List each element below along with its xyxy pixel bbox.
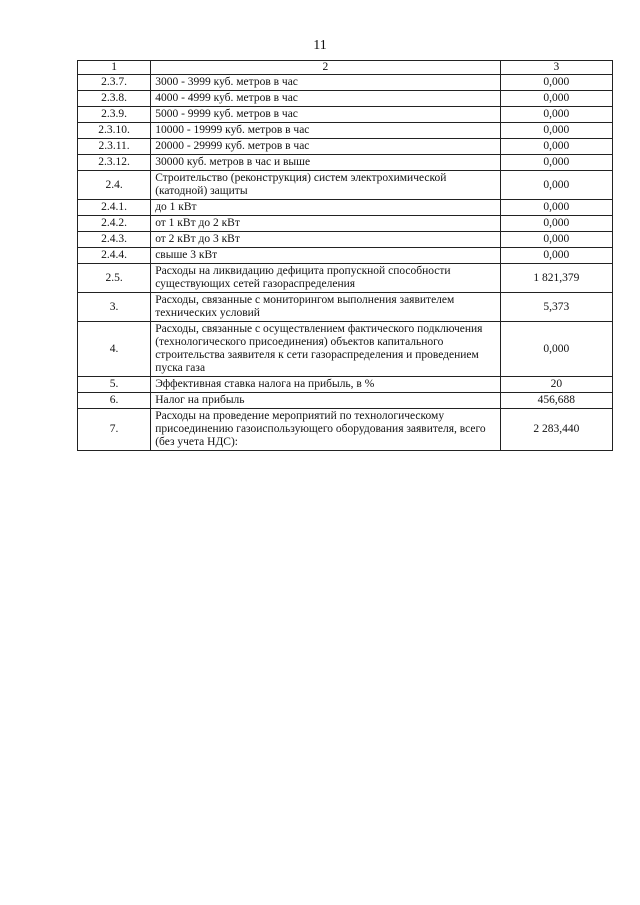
row-number: 2.3.12. bbox=[78, 155, 151, 171]
row-name: Строительство (реконструкция) систем электрохимической (катодной) защиты bbox=[151, 171, 500, 200]
table-row bbox=[78, 91, 613, 107]
row-value: 2 283,440 bbox=[500, 409, 612, 451]
row-number: 5. bbox=[78, 377, 151, 393]
row-name: Расходы на проведение мероприятий по технологическому присоединению газоиспользующего оборудования заявителя, всего (без учета НДС): bbox=[151, 409, 500, 451]
row-number: 2.4.1. bbox=[78, 200, 151, 216]
header-col-2: 2 bbox=[151, 61, 500, 75]
table-row bbox=[78, 232, 613, 248]
row-number: 2.3.9. bbox=[78, 107, 151, 123]
row-value: 5,373 bbox=[500, 293, 612, 322]
row-name: 5000 - 9999 куб. метров в час bbox=[151, 107, 500, 123]
row-number: 2.4. bbox=[78, 171, 151, 200]
table-row bbox=[78, 75, 613, 91]
row-name: 20000 - 29999 куб. метров в час bbox=[151, 139, 500, 155]
row-name: свыше 3 кВт bbox=[151, 248, 500, 264]
table-row bbox=[78, 377, 613, 393]
row-name: Расходы, связанные с мониторингом выполнения заявителем технических условий bbox=[151, 293, 500, 322]
table-row bbox=[78, 322, 613, 377]
row-value: 0,000 bbox=[500, 91, 612, 107]
row-value: 0,000 bbox=[500, 248, 612, 264]
row-number: 4. bbox=[78, 322, 151, 377]
row-name: 10000 - 19999 куб. метров в час bbox=[151, 123, 500, 139]
table-row bbox=[78, 155, 613, 171]
table-row bbox=[78, 393, 613, 409]
row-name: Расходы на ликвидацию дефицита пропускной способности существующих сетей газораспределения bbox=[151, 264, 500, 293]
table-row bbox=[78, 107, 613, 123]
row-name: 4000 - 4999 куб. метров в час bbox=[151, 91, 500, 107]
row-name: от 2 кВт до 3 кВт bbox=[151, 232, 500, 248]
row-number: 6. bbox=[78, 393, 151, 409]
table-row bbox=[78, 248, 613, 264]
row-value: 0,000 bbox=[500, 123, 612, 139]
row-value: 0,000 bbox=[500, 216, 612, 232]
table-row bbox=[78, 216, 613, 232]
row-name: Налог на прибыль bbox=[151, 393, 500, 409]
row-name: 30000 куб. метров в час и выше bbox=[151, 155, 500, 171]
row-name: Расходы, связанные с осуществлением фактического подключения (технологического присоединения) объектов капитального строительства заявителя к сети газораспределения и проведением пуска газа bbox=[151, 322, 500, 377]
row-number: 2.3.10. bbox=[78, 123, 151, 139]
row-value: 0,000 bbox=[500, 107, 612, 123]
row-value: 20 bbox=[500, 377, 612, 393]
row-name: Эффективная ставка налога на прибыль, в % bbox=[151, 377, 500, 393]
table-row bbox=[78, 171, 613, 200]
table-header-row bbox=[78, 61, 613, 75]
page-number: 11 bbox=[313, 38, 327, 53]
row-number: 2.4.3. bbox=[78, 232, 151, 248]
row-value: 0,000 bbox=[500, 171, 612, 200]
row-value: 456,688 bbox=[500, 393, 612, 409]
row-number: 7. bbox=[78, 409, 151, 451]
table-row bbox=[78, 200, 613, 216]
row-value: 0,000 bbox=[500, 155, 612, 171]
table-row bbox=[78, 409, 613, 451]
cost-table bbox=[77, 60, 613, 451]
header-col-3: 3 bbox=[500, 61, 612, 75]
row-value: 0,000 bbox=[500, 75, 612, 91]
header-col-1: 1 bbox=[78, 61, 151, 75]
row-value: 0,000 bbox=[500, 232, 612, 248]
row-number: 2.3.7. bbox=[78, 75, 151, 91]
row-value: 1 821,379 bbox=[500, 264, 612, 293]
row-value: 0,000 bbox=[500, 139, 612, 155]
row-number: 2.4.2. bbox=[78, 216, 151, 232]
row-number: 3. bbox=[78, 293, 151, 322]
table-row bbox=[78, 293, 613, 322]
row-name: 3000 - 3999 куб. метров в час bbox=[151, 75, 500, 91]
table-row bbox=[78, 123, 613, 139]
row-number: 2.3.11. bbox=[78, 139, 151, 155]
row-name: до 1 кВт bbox=[151, 200, 500, 216]
row-number: 2.3.8. bbox=[78, 91, 151, 107]
table-row bbox=[78, 264, 613, 293]
row-value: 0,000 bbox=[500, 200, 612, 216]
row-name: от 1 кВт до 2 кВт bbox=[151, 216, 500, 232]
row-number: 2.4.4. bbox=[78, 248, 151, 264]
row-value: 0,000 bbox=[500, 322, 612, 377]
row-number: 2.5. bbox=[78, 264, 151, 293]
table-row bbox=[78, 139, 613, 155]
